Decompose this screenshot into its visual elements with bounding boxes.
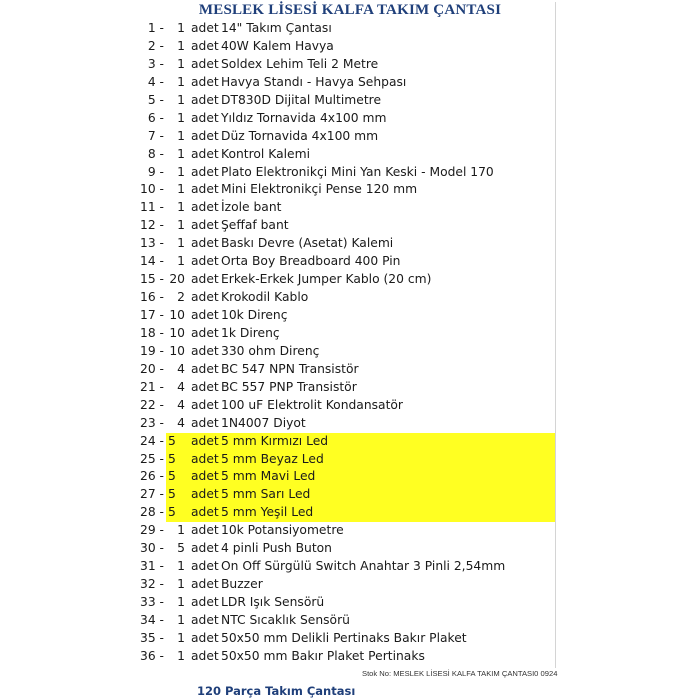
item-unit: adet bbox=[191, 182, 219, 197]
item-quantity: 1 bbox=[177, 218, 185, 233]
list-item bbox=[0, 253, 700, 271]
list-item bbox=[0, 343, 700, 361]
footer-total: 120 Parça Takım Çantası bbox=[197, 684, 356, 698]
list-item bbox=[0, 415, 700, 433]
item-quantity: 1 bbox=[177, 92, 185, 107]
item-quantity: 20 bbox=[169, 272, 185, 287]
item-description: Buzzer bbox=[221, 577, 263, 592]
item-unit: adet bbox=[191, 541, 219, 556]
item-number: 21 - bbox=[140, 379, 164, 394]
item-description: 10k Potansiyometre bbox=[221, 523, 344, 538]
item-number: 6 - bbox=[147, 110, 164, 125]
item-unit: adet bbox=[191, 648, 219, 663]
item-description: 5 mm Beyaz Led bbox=[221, 451, 324, 466]
item-number: 30 - bbox=[140, 541, 164, 556]
item-quantity: 2 bbox=[177, 290, 185, 305]
list-item bbox=[0, 522, 700, 540]
item-description: Mini Elektronikçi Pense 120 mm bbox=[221, 182, 418, 197]
item-description: 1N4007 Diyot bbox=[221, 415, 306, 430]
item-description: Soldex Lehim Teli 2 Metre bbox=[221, 56, 379, 71]
item-description: 5 mm Mavi Led bbox=[221, 469, 316, 484]
item-description: Erkek-Erkek Jumper Kablo (20 cm) bbox=[221, 272, 432, 287]
item-quantity: 1 bbox=[177, 577, 185, 592]
list-item bbox=[0, 271, 700, 289]
item-description: 1k Direnç bbox=[221, 325, 280, 340]
list-item bbox=[0, 558, 700, 576]
item-quantity: 1 bbox=[177, 164, 185, 179]
item-description: 4 pinli Push Buton bbox=[221, 541, 332, 556]
item-number: 33 - bbox=[140, 595, 164, 609]
item-description: Düz Tornavida 4x100 mm bbox=[221, 128, 379, 143]
item-description: Yıldız Tornavida 4x100 mm bbox=[221, 110, 387, 125]
item-number: 11 - bbox=[140, 200, 164, 215]
item-description: 330 ohm Direnç bbox=[221, 343, 320, 358]
list-item bbox=[0, 379, 700, 397]
item-quantity: 1 bbox=[177, 523, 185, 538]
item-quantity: 10 bbox=[169, 308, 185, 322]
list-item bbox=[0, 235, 700, 253]
item-number: 13 - bbox=[140, 236, 164, 251]
item-number: 16 - bbox=[140, 290, 164, 305]
item-unit: adet bbox=[191, 308, 219, 322]
list-item bbox=[0, 74, 700, 92]
item-number: 10 - bbox=[140, 182, 164, 197]
list-item bbox=[0, 594, 700, 612]
item-unit: adet bbox=[191, 164, 219, 179]
item-quantity: 10 bbox=[169, 325, 185, 340]
item-unit: adet bbox=[191, 630, 219, 645]
item-quantity: 1 bbox=[177, 38, 185, 53]
item-unit: adet bbox=[191, 236, 219, 251]
list-item bbox=[0, 217, 700, 235]
item-unit: adet bbox=[191, 21, 219, 35]
item-number: 26 - bbox=[140, 469, 164, 484]
item-description: 50x50 mm Bakır Plaket Pertinaks bbox=[221, 648, 425, 663]
item-number: 4 - bbox=[147, 74, 164, 89]
item-quantity: 5 bbox=[168, 433, 176, 448]
item-list bbox=[0, 20, 700, 666]
item-description: 5 mm Kırmızı Led bbox=[221, 433, 329, 448]
item-unit: adet bbox=[191, 379, 219, 394]
item-unit: adet bbox=[191, 325, 219, 340]
item-unit: adet bbox=[191, 505, 219, 520]
item-description: Baskı Devre (Asetat) Kalemi bbox=[221, 236, 394, 251]
item-number: 12 - bbox=[140, 218, 164, 233]
item-number: 35 - bbox=[140, 630, 164, 645]
item-quantity: 1 bbox=[177, 254, 185, 269]
item-number: 8 - bbox=[147, 146, 164, 161]
list-item bbox=[0, 20, 700, 38]
item-number: 28 - bbox=[140, 505, 164, 520]
item-quantity: 1 bbox=[177, 236, 185, 251]
item-unit: adet bbox=[191, 74, 219, 89]
item-description: Havya Standı - Havya Sehpası bbox=[221, 74, 407, 89]
list-item bbox=[0, 92, 700, 110]
item-number: 9 - bbox=[147, 164, 164, 179]
item-quantity: 10 bbox=[169, 343, 185, 358]
item-quantity: 1 bbox=[177, 200, 185, 215]
item-number: 14 - bbox=[140, 254, 164, 269]
item-quantity: 4 bbox=[177, 379, 185, 394]
item-number: 23 - bbox=[140, 415, 164, 430]
item-unit: adet bbox=[191, 595, 219, 609]
list-item bbox=[0, 307, 700, 325]
item-unit: adet bbox=[191, 128, 219, 143]
item-description: On Off Sürgülü Switch Anahtar 3 Pinli 2,54mm bbox=[221, 559, 506, 574]
list-item bbox=[0, 468, 700, 486]
item-number: 32 - bbox=[140, 577, 164, 592]
item-description: BC 547 NPN Transistör bbox=[221, 361, 359, 376]
list-item bbox=[0, 576, 700, 594]
list-item bbox=[0, 325, 700, 343]
item-quantity: 4 bbox=[177, 397, 185, 412]
item-unit: adet bbox=[191, 56, 219, 71]
item-number: 15 - bbox=[140, 272, 164, 287]
item-quantity: 1 bbox=[177, 74, 185, 89]
item-unit: adet bbox=[191, 200, 219, 215]
item-number: 27 - bbox=[140, 487, 164, 502]
item-number: 34 - bbox=[140, 612, 164, 627]
item-description: BC 557 PNP Transistör bbox=[221, 379, 357, 394]
item-quantity: 5 bbox=[168, 469, 176, 484]
item-description: Orta Boy Breadboard 400 Pin bbox=[221, 254, 401, 269]
stock-code: Stok No: MESLEK LİSESİ KALFA TAKIM ÇANTASI0 0924 bbox=[362, 669, 558, 678]
list-item bbox=[0, 361, 700, 379]
item-number: 31 - bbox=[140, 559, 164, 574]
item-description: Plato Elektronikçi Mini Yan Keski - Model 170 bbox=[221, 164, 494, 179]
list-item bbox=[0, 504, 700, 522]
item-quantity: 5 bbox=[177, 541, 185, 556]
item-unit: adet bbox=[191, 38, 219, 53]
item-unit: adet bbox=[191, 469, 219, 484]
item-unit: adet bbox=[191, 612, 219, 627]
item-unit: adet bbox=[191, 487, 219, 502]
item-unit: adet bbox=[191, 92, 219, 107]
item-number: 20 - bbox=[140, 361, 164, 376]
item-description: DT830D Dijital Multimetre bbox=[221, 92, 382, 107]
list-item bbox=[0, 397, 700, 415]
item-number: 22 - bbox=[140, 397, 164, 412]
item-description: İzole bant bbox=[221, 200, 282, 215]
item-description: NTC Sıcaklık Sensörü bbox=[221, 612, 350, 627]
item-unit: adet bbox=[191, 146, 219, 161]
item-unit: adet bbox=[191, 559, 219, 574]
item-description: 5 mm Yeşil Led bbox=[221, 505, 314, 520]
item-unit: adet bbox=[191, 397, 219, 412]
item-quantity: 1 bbox=[177, 128, 185, 143]
item-quantity: 1 bbox=[177, 559, 185, 574]
item-number: 1 - bbox=[147, 21, 164, 35]
list-item bbox=[0, 451, 700, 469]
item-description: 14" Takım Çantası bbox=[221, 21, 332, 35]
list-item bbox=[0, 128, 700, 146]
item-quantity: 1 bbox=[177, 146, 185, 161]
item-number: 18 - bbox=[140, 325, 164, 340]
item-quantity: 1 bbox=[177, 56, 185, 71]
item-unit: adet bbox=[191, 110, 219, 125]
item-quantity: 5 bbox=[168, 487, 176, 502]
item-quantity: 5 bbox=[168, 451, 176, 466]
item-number: 25 - bbox=[140, 451, 164, 466]
list-item bbox=[0, 110, 700, 128]
item-description: 40W Kalem Havya bbox=[221, 38, 334, 53]
list-item bbox=[0, 648, 700, 666]
item-number: 5 - bbox=[147, 92, 164, 107]
list-item bbox=[0, 612, 700, 630]
item-quantity: 1 bbox=[177, 612, 185, 627]
item-description: Şeffaf bant bbox=[221, 218, 289, 233]
item-unit: adet bbox=[191, 433, 219, 448]
item-unit: adet bbox=[191, 218, 219, 233]
item-quantity: 1 bbox=[177, 182, 185, 197]
item-description: Krokodil Kablo bbox=[221, 290, 309, 305]
item-quantity: 1 bbox=[177, 648, 185, 663]
list-item bbox=[0, 146, 700, 164]
item-number: 29 - bbox=[140, 523, 164, 538]
item-quantity: 1 bbox=[177, 595, 185, 609]
item-quantity: 1 bbox=[177, 630, 185, 645]
item-description: 10k Direnç bbox=[221, 308, 288, 322]
item-unit: adet bbox=[191, 361, 219, 376]
item-number: 36 - bbox=[140, 648, 164, 663]
list-item bbox=[0, 540, 700, 558]
item-unit: adet bbox=[191, 343, 219, 358]
item-quantity: 1 bbox=[177, 110, 185, 125]
page-title: MESLEK LİSESİ KALFA TAKIM ÇANTASI bbox=[198, 2, 502, 18]
list-item bbox=[0, 433, 700, 451]
item-quantity: 4 bbox=[177, 415, 185, 430]
item-number: 24 - bbox=[140, 433, 164, 448]
item-number: 2 - bbox=[147, 38, 164, 53]
item-number: 19 - bbox=[140, 343, 164, 358]
item-description: 50x50 mm Delikli Pertinaks Bakır Plaket bbox=[221, 630, 467, 645]
item-description: 5 mm Sarı Led bbox=[221, 487, 311, 502]
item-quantity: 1 bbox=[177, 21, 185, 35]
list-item bbox=[0, 164, 700, 182]
item-description: Kontrol Kalemi bbox=[221, 146, 310, 161]
list-item bbox=[0, 38, 700, 56]
item-quantity: 5 bbox=[168, 505, 176, 520]
item-unit: adet bbox=[191, 254, 219, 269]
list-item bbox=[0, 289, 700, 307]
item-number: 7 - bbox=[147, 128, 164, 143]
item-unit: adet bbox=[191, 523, 219, 538]
item-unit: adet bbox=[191, 290, 219, 305]
item-number: 3 - bbox=[147, 56, 164, 71]
list-item bbox=[0, 56, 700, 74]
item-unit: adet bbox=[191, 415, 219, 430]
list-item bbox=[0, 630, 700, 648]
item-unit: adet bbox=[191, 577, 219, 592]
item-description: 100 uF Elektrolit Kondansatör bbox=[221, 397, 403, 412]
item-description: LDR Işık Sensörü bbox=[221, 595, 325, 609]
list-item bbox=[0, 181, 700, 199]
item-quantity: 4 bbox=[177, 361, 185, 376]
item-number: 17 - bbox=[140, 308, 164, 322]
list-item bbox=[0, 486, 700, 504]
item-unit: adet bbox=[191, 451, 219, 466]
list-item bbox=[0, 199, 700, 217]
item-unit: adet bbox=[191, 272, 219, 287]
